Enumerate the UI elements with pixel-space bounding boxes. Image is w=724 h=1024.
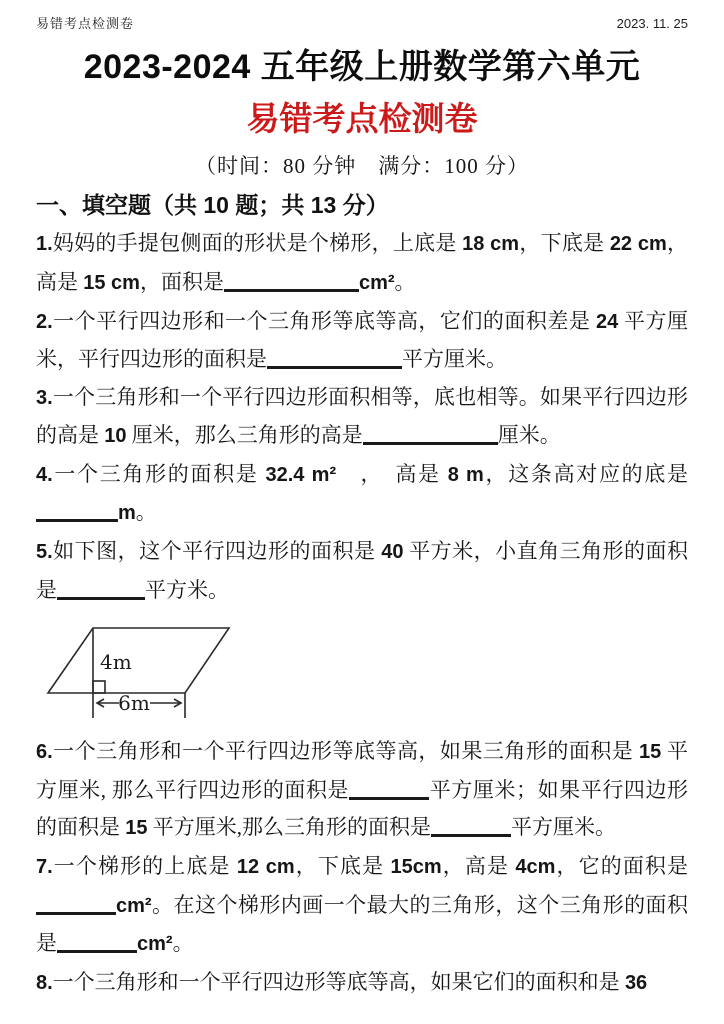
answer-blank [36,519,118,522]
question-emphasis: 18 cm [462,233,520,256]
answer-blank [57,597,145,600]
question-q8 [36,964,688,1003]
question-text: 一个平行四边形和一个三角形等底等高，它们的面积差是 [52,308,597,333]
question-text: 。在这个梯形内画一个最大的三角形，这个三角形的面积是 [36,892,688,956]
question-text: ，它的面积是 [555,854,689,879]
question-emphasis: 12 cm [236,856,295,879]
question-text: ，高是 [441,854,516,879]
question-text: 一个三角形和一个平行四边形等底等高，如果三角形的面积是 [52,739,640,764]
exam-meta-line: （时间：80 分钟 满分：100 分） [195,154,529,179]
page-subtitle: 易错考点检测卷 [246,100,478,138]
question-emphasis: 15 [639,741,662,764]
question-emphasis: 3. [36,386,53,409]
question-q6 [36,733,688,848]
question-emphasis: 22 cm [609,233,667,256]
answer-blank [57,950,137,953]
base-label: 6m [118,691,150,716]
parallelogram-shape [48,628,229,693]
question-text: ，下底是 [519,231,610,256]
question-text: ，高是 [36,231,689,294]
question-text: ，面积是 [139,269,224,294]
question-list-before-figure [36,225,688,609]
question-text: 平方米。 [145,577,229,602]
question-text: 厘米。 [497,423,561,448]
question-text: ，下底是 [294,854,391,879]
question-text: 。 [172,931,194,956]
answer-blank [431,834,511,837]
question-text: 一个三角形和一个平行四边形面积相等，底也相等。如果平行四边形的高是 [36,384,688,448]
answer-blank [363,442,498,445]
question-emphasis: 8. [36,971,53,994]
question-text: 平方厘米,那么三角形的面积是 [147,815,431,840]
question-emphasis: 8 m [447,463,484,486]
header-date: 2023. 11. 25 [616,16,688,31]
question-text: 如下图，这个平行四边形的面积是 [52,539,382,564]
question-text: 平方厘米。 [402,347,507,372]
question-text: 平方米，小直角三角形的面积是 [36,539,689,602]
question-emphasis: 15cm [390,856,442,879]
question-q5 [36,533,688,609]
question-emphasis: 4cm [515,856,556,879]
question-emphasis: 32.4 m² [265,463,337,486]
question-text: 平方厘米, 那么平行四边形的面积是 [36,739,689,802]
question-emphasis: 2. [36,310,53,333]
question-emphasis: 5. [36,541,53,564]
question-text: 一个三角形和一个平行四边形等底等高，如果它们的面积和是 [52,969,625,994]
question-emphasis: 4. [36,463,53,486]
question-q1 [36,225,688,302]
parallelogram-figure [46,615,266,725]
question-text: 厘米，那么三角形的高是 [126,423,363,448]
question-emphasis: m [118,502,136,525]
question-emphasis: 15 cm [83,271,140,294]
question-text: 。 [394,269,416,294]
question-text: 。 [135,500,157,525]
page-header [36,13,688,32]
question-q4 [36,456,688,533]
right-angle-marker [93,681,105,693]
question-q3 [36,379,688,456]
question-text: 平方厘米；如果平行四边形的面积是 [36,777,689,840]
question-emphasis: 40 [381,541,404,564]
answer-blank [36,912,116,915]
height-label: 4m [100,650,132,675]
answer-blank [349,797,429,800]
question-emphasis: 15 [125,817,148,840]
page-title: 2023-2024 五年级上册数学第六单元 [83,48,641,86]
answer-blank [224,289,359,292]
question-text: 一个梯形的上底是 [52,854,237,879]
question-text: ， 高是 [336,461,448,486]
question-text: 平方厘米，平行四边形的面积是 [36,308,689,372]
question-q7 [36,848,688,964]
question-text: 平方厘米。 [511,815,616,840]
question-emphasis: cm² [116,894,152,917]
question-q2 [36,303,688,379]
section-heading-fill-in-blanks: 一、填空题（共 10 题；共 13 分） [36,192,389,219]
question-emphasis: 24 [596,310,619,333]
question-emphasis: 36 [624,971,648,994]
question-emphasis: 1. [36,233,53,256]
answer-blank [267,366,402,369]
question-emphasis: 7. [36,856,53,879]
question-list-after-figure [36,733,688,1002]
header-doc-title: 易错考点检测卷 [36,16,135,31]
question-emphasis: cm² [137,933,173,956]
question5-figure-wrap [46,615,688,725]
question-emphasis: 6. [36,741,53,764]
question-text: 一个三角形的面积是 [52,461,266,486]
question-emphasis: 10 [104,425,127,448]
question-text: ，这条高对应的底是 [483,461,689,486]
question-text: 妈妈的手提包侧面的形状是个梯形，上底是 [52,231,463,256]
question-emphasis: cm² [358,271,395,294]
